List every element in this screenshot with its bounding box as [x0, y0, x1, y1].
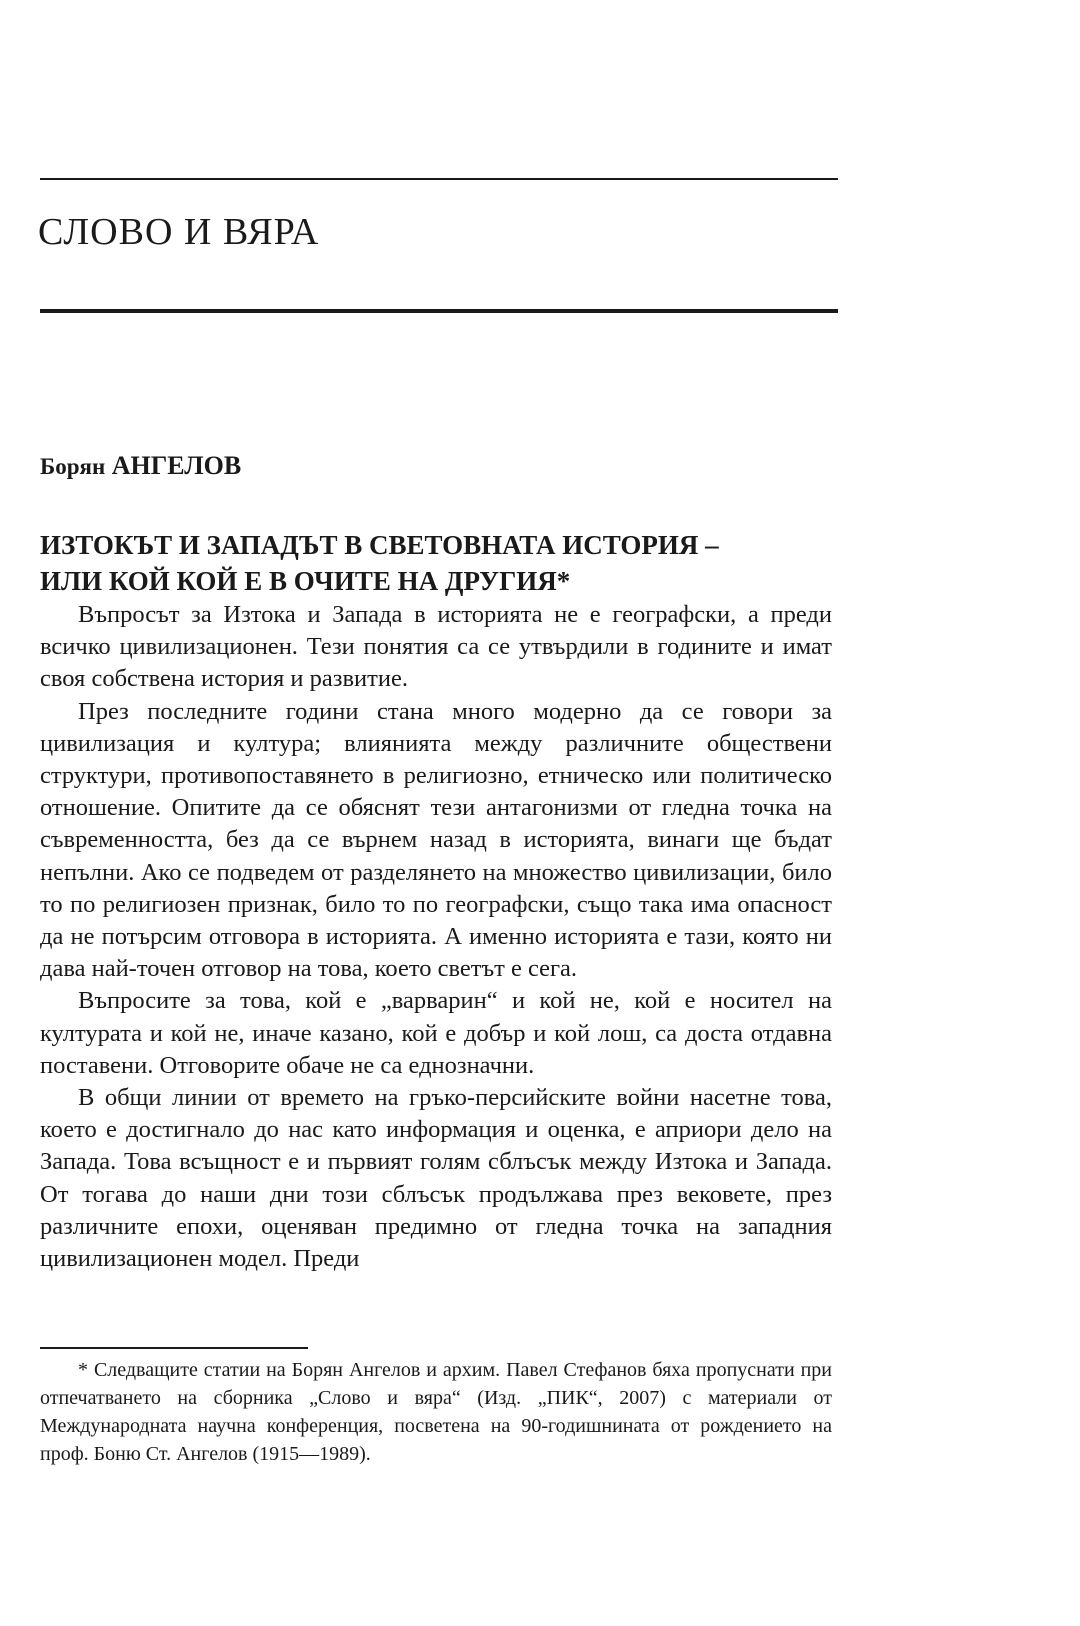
article-body	[40, 599, 832, 1275]
footnote: * Следващите статии на Борян Ангелов и архим. Павел Стефанов бяха пропуснати при отпечатването на сборника „Слово и вяра“ (Изд. „ПИК“, 2007) с материали от Международната научна конференция, посветена на 90-годишнината от рождението на проф. Боню Ст. Ангелов (1915—1989).	[40, 1359, 832, 1465]
article-title	[40, 527, 830, 599]
author-first-name: Борян	[40, 454, 106, 479]
body-paragraph-1: Въпросът за Изтока и Запада в историята не е географски, а преди всичко цивилизационен. Тези понятия са се утвърдили в годините и имат своя собствена история и развитие.	[40, 601, 832, 693]
author-last-name: АНГЕЛОВ	[111, 451, 242, 480]
body-paragraph-4: В общи линии от времето на гръко-персийските войни насетне това, което е достигнало до нас като информация и оценка, е априори дело на Запада. Това всъщност е и първият голям сблъсък между Изтока и Запада. От тогава до наши дни този сблъсък продължава през вековете, през различните епохи, оценяван предимно от гледна точка на западния цивилизационен модел. Преди	[40, 1084, 832, 1273]
header-bottom-rule	[40, 309, 838, 313]
section-title: СЛОВО И ВЯРА	[38, 211, 320, 253]
article-title-line-2: ИЛИ КОЙ КОЙ Е В ОЧИТЕ НА ДРУГИЯ*	[40, 566, 571, 596]
article-title-line-1: ИЗТОКЪТ И ЗАПАДЪТ В СВЕТОВНАТА ИСТОРИЯ –	[40, 530, 719, 560]
header-top-rule	[40, 178, 838, 180]
body-paragraph-3: Въпросите за това, кой е „варварин“ и кой не, кой е носител на културата и кой не, иначе казано, кой е добър и кой лош, са доста отдавна поставени. Отговорите обаче не са еднозначни.	[40, 987, 832, 1079]
article-author	[40, 450, 241, 481]
body-paragraph-2: През последните години стана много модерно да се говори за цивилизация и култура; влиянията между различните обществени структури, противопоставянето в религиозно, етническо или политическо отношение. Опитите да се обяснят тези антагонизми от гледна точка на съвременността, без да се върнем назад в историята, винаги ще бъдат непълни. Ако се подведем от разделянето на множество цивилизации, било то по религиозен признак, било то по географски, също така има опасност да не потърсим отговора в историята. А именно историята е тази, която ни дава най-точен отговор на това, което светът е сега.	[40, 697, 832, 983]
footnote-rule	[40, 1347, 308, 1349]
